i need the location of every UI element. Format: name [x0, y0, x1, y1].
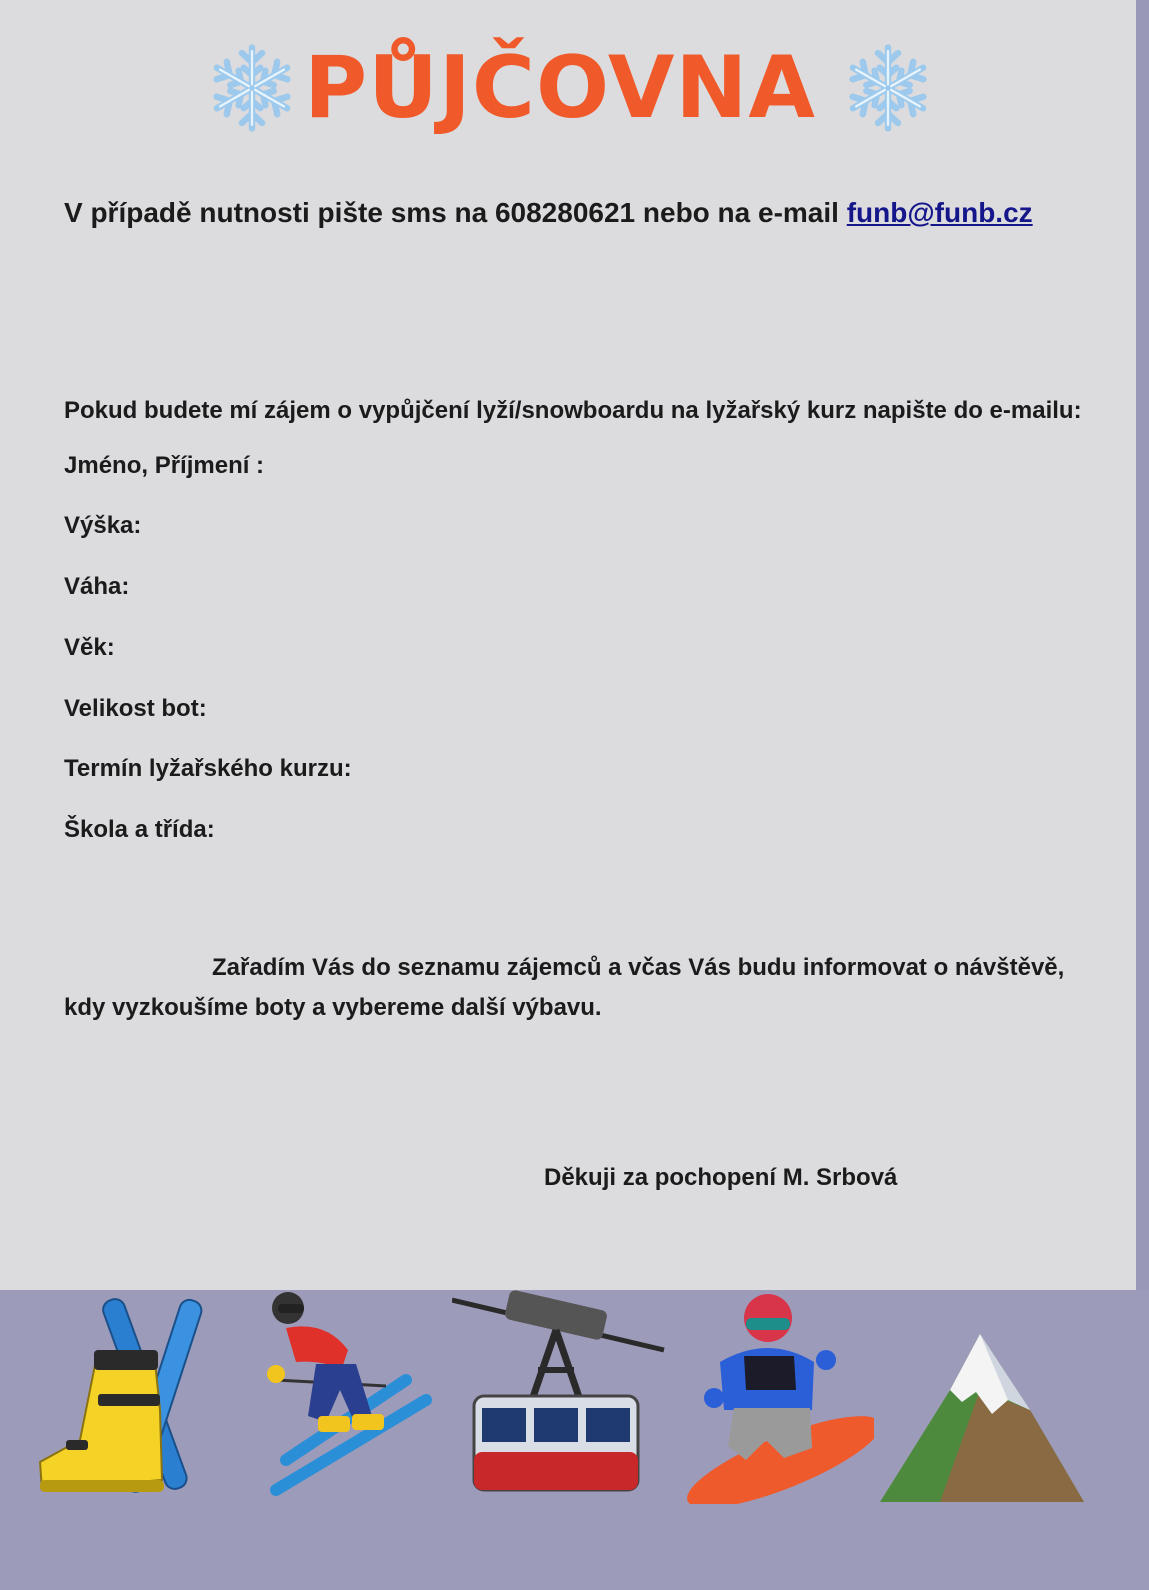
field-course-date-label: Termín lyžařského kurzu:	[64, 755, 352, 782]
contact-text: V případě nutnosti pište sms na 608280621 nebo na e-mail	[64, 197, 847, 228]
field-age-label: Věk:	[64, 634, 115, 661]
footer-icons	[0, 1290, 1149, 1590]
contact-line	[64, 197, 1033, 229]
page-edge	[1136, 0, 1149, 1290]
field-name-label: Jméno, Příjmení :	[64, 452, 265, 479]
skier-icon	[256, 1290, 446, 1500]
cable-car-icon	[452, 1290, 666, 1510]
page-title: PŮJČOVNA	[304, 38, 816, 138]
closing-paragraph: Zařadím Vás do seznamu zájemců a včas Vás budu informovat o návštěvě, kdy vyzkoušíme boty a vybereme další výbavu.	[64, 954, 1065, 1021]
field-shoe-size-label: Velikost bot:	[64, 695, 207, 722]
field-weight-label: Váha:	[64, 573, 130, 600]
field-height-label: Výška:	[64, 512, 142, 539]
field-school-class-label: Škola a třída:	[64, 816, 215, 843]
snowflake-icon	[842, 42, 934, 134]
mountain-icon	[880, 1330, 1086, 1510]
ski-boot-and-skis-icon	[36, 1290, 226, 1510]
email-link[interactable]: funb@funb.cz	[846, 197, 1033, 228]
signature: Děkuji za pochopení M. Srbová	[544, 1164, 898, 1191]
title-row	[0, 28, 1140, 148]
snowflake-icon	[206, 42, 298, 134]
snowboarder-icon	[684, 1290, 874, 1504]
request-intro: Pokud budete mí zájem o vypůjčení lyží/snowboardu na lyžařský kurz napište do e-mailu:	[64, 397, 1082, 424]
